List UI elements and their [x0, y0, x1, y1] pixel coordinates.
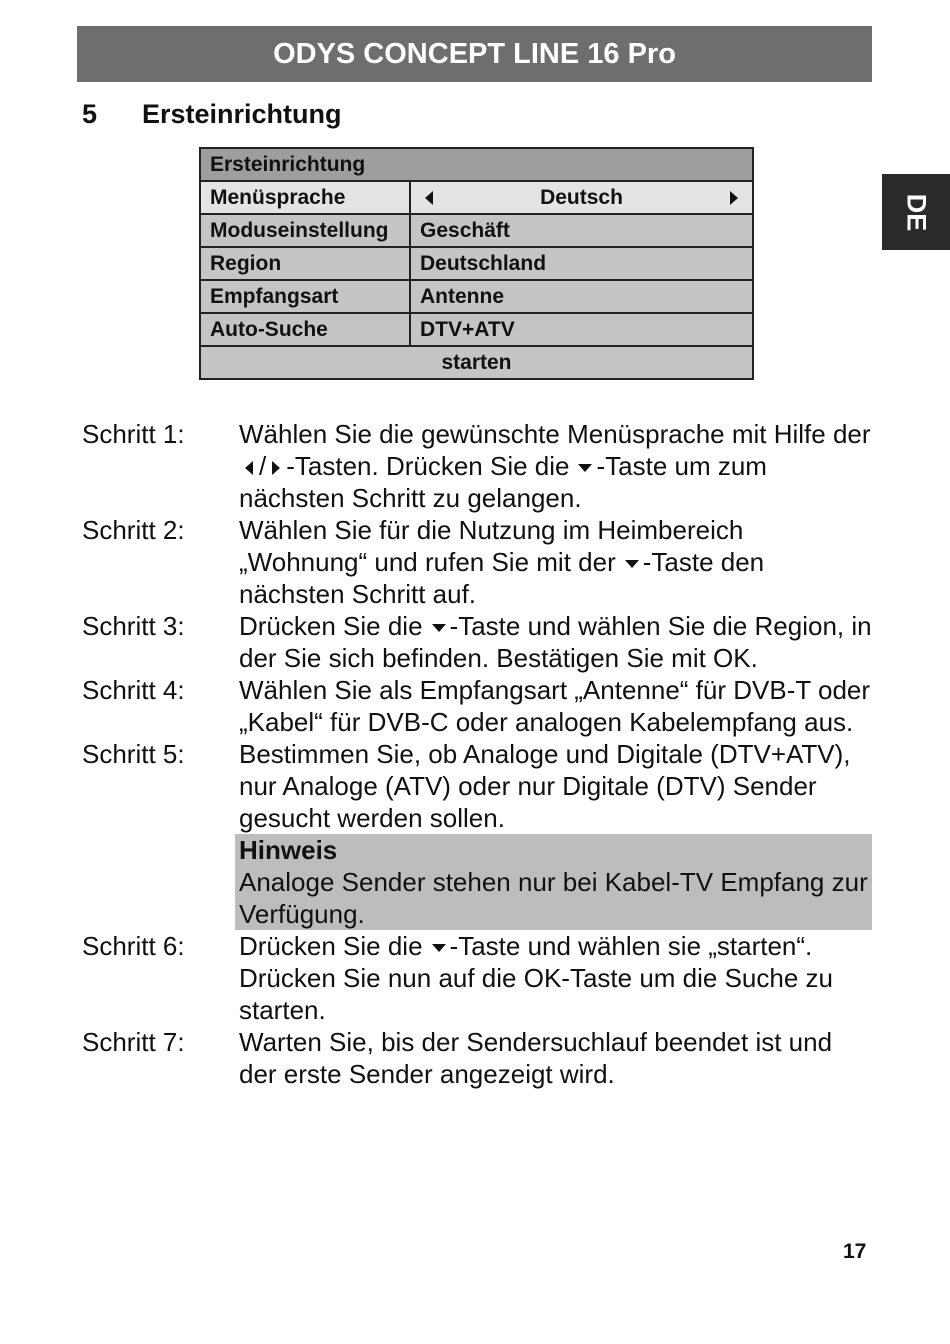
menu-row-label: Region	[201, 248, 411, 279]
menu-row-label: Empfangsart	[201, 281, 411, 312]
section-number: 5	[82, 99, 98, 129]
header-bar	[77, 26, 872, 82]
menu-row-label: Menüsprache	[201, 182, 411, 213]
step-text: Drücken Sie die -Taste und wählen sie „starten“. Drücken Sie nun auf die OK-Taste um die Suche zu starten.	[239, 931, 833, 1025]
arrow-down-icon	[432, 944, 446, 952]
arrow-down-icon	[578, 464, 592, 472]
menu-row-value[interactable]	[411, 182, 752, 213]
language-value: Deutsch	[540, 185, 623, 209]
page-number: 17	[843, 1240, 867, 1263]
header-title: ODYS CONCEPT LINE 16 Pro	[273, 37, 676, 70]
menu-row-mode[interactable]	[201, 215, 752, 248]
menu-row-value: Antenne	[420, 284, 504, 308]
arrow-down-icon	[625, 560, 639, 568]
menu-row-label: Moduseinstellung	[201, 215, 411, 246]
menu-row-region[interactable]	[201, 248, 752, 281]
step-text: Bestimmen Sie, ob Analoge und Digitale (DTV+ATV), nur Analoge (ATV) oder nur Digitale (DTV) Sender gesucht werden sollen. Hinweis Analoge Sender stehen nur bei Kabel-TV Empfang zur Verfügung.	[239, 738, 872, 930]
step-label: Schritt 1:	[82, 419, 185, 449]
step-label: Schritt 5:	[82, 739, 185, 769]
step-2	[82, 514, 872, 610]
note-title: Hinweis	[239, 835, 338, 865]
menu-row-value: Deutschland	[420, 251, 547, 275]
menu-row-value: Geschäft	[420, 218, 510, 242]
step-4	[82, 674, 872, 738]
step-3	[82, 610, 872, 674]
step-label: Schritt 2:	[82, 515, 185, 545]
step-label: Schritt 3:	[82, 611, 185, 641]
menu-row-value: DTV+ATV	[420, 317, 515, 341]
menu-row-autosearch[interactable]	[201, 314, 752, 347]
menu-title: Ersteinrichtung	[201, 149, 752, 182]
setup-menu	[199, 147, 754, 380]
arrow-down-icon	[432, 624, 446, 632]
step-label: Schritt 7:	[82, 1027, 185, 1057]
step-7	[82, 1026, 872, 1090]
steps-list	[82, 418, 872, 1090]
step-text: Warten Sie, bis der Sendersuchlauf beendet ist und der erste Sender angezeigt wird.	[239, 1027, 833, 1089]
step-text: Wählen Sie als Empfangsart „Antenne“ für DVB-T oder „Kabel“ für DVB-C oder analogen Kabelempfang aus.	[239, 675, 871, 737]
step-label: Schritt 4:	[82, 675, 185, 705]
step-5	[82, 738, 872, 930]
step-1	[82, 418, 872, 514]
menu-row-reception[interactable]	[201, 281, 752, 314]
start-button[interactable]: starten	[441, 350, 512, 374]
step-text: Drücken Sie die -Taste und wählen Sie die Region, in der Sie sich befinden. Bestätigen Sie mit OK.	[239, 611, 872, 673]
language-tab	[882, 174, 950, 250]
step-text: Wählen Sie für die Nutzung im Heimbereich „Wohnung“ und rufen Sie mit der -Taste den nächsten Schritt auf.	[239, 515, 765, 609]
language-tab-label: DE	[901, 193, 932, 231]
step-text: Wählen Sie die gewünschte Menüsprache mit Hilfe der/ -Tasten. Drücken Sie die -Taste um zum nächsten Schritt zu gelangen.	[239, 419, 871, 513]
menu-row-label: Auto-Suche	[201, 314, 411, 345]
note-box	[235, 834, 872, 930]
note-text: Analoge Sender stehen nur bei Kabel-TV Empfang zur Verfügung.	[239, 867, 868, 929]
arrow-left-icon[interactable]	[425, 191, 433, 205]
menu-row-language[interactable]	[201, 182, 752, 215]
section-title: Ersteinrichtung	[142, 99, 342, 129]
step-label: Schritt 6:	[82, 931, 185, 961]
arrow-left-icon	[245, 461, 253, 475]
arrow-right-icon	[272, 461, 280, 475]
arrow-right-icon[interactable]	[730, 191, 738, 205]
step-6	[82, 930, 872, 1026]
